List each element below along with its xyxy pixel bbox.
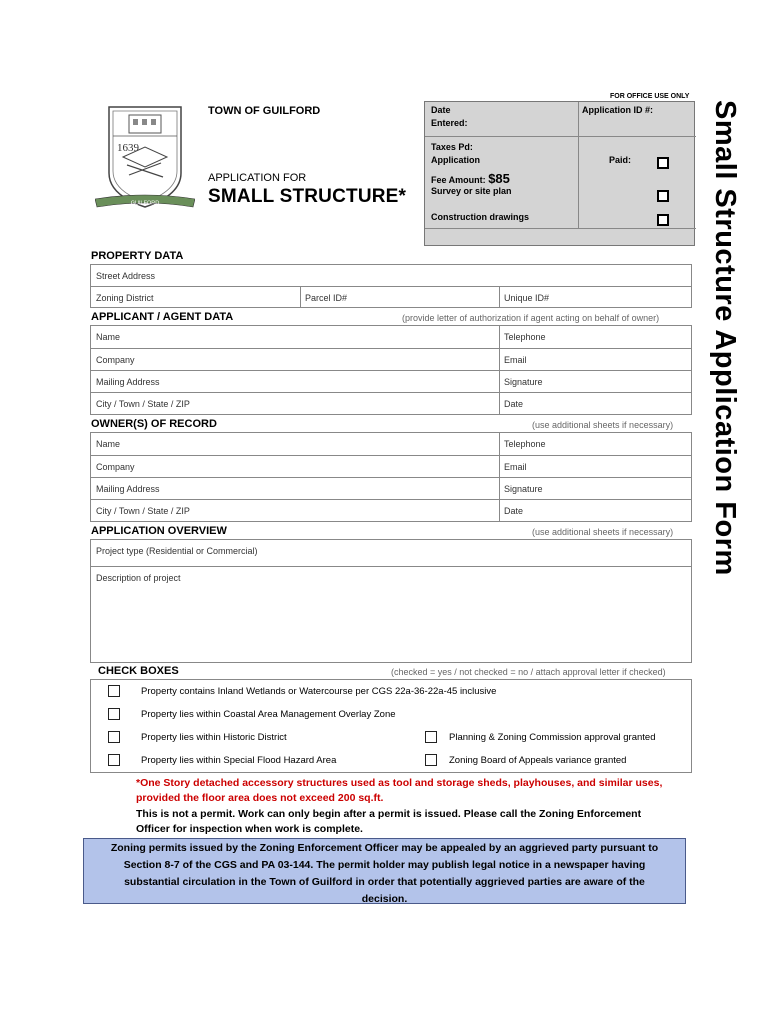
footnote-line-2: provided the floor area does not exceed 200 sq.ft.: [136, 792, 384, 804]
project-type-field[interactable]: Project type (Residential or Commercial): [96, 546, 258, 556]
town-seal-logo: [95, 103, 195, 215]
seal-name: GUILFORD: [130, 200, 160, 207]
office-entered-label: Entered:: [431, 118, 468, 128]
project-description-field[interactable]: Description of project: [96, 573, 181, 583]
property-data-box: [90, 264, 692, 308]
street-address-field[interactable]: Street Address: [96, 271, 156, 281]
construction-label: Construction drawings: [431, 212, 530, 222]
owner-name-field[interactable]: Name: [96, 439, 121, 449]
applicant-date-field[interactable]: Date: [504, 399, 524, 409]
owner-note: (use additional sheets if necessary): [532, 420, 674, 430]
owner-signature-field[interactable]: Signature: [504, 484, 543, 494]
overview-heading: APPLICATION OVERVIEW: [91, 525, 227, 537]
permit-note-line-2: Officer for inspection when work is complete.: [136, 823, 363, 835]
applicant-box: [90, 325, 692, 415]
applicant-heading: APPLICANT / AGENT DATA: [91, 311, 234, 323]
overview-note: (use additional sheets if necessary): [532, 527, 674, 537]
coastal-area-label: Property lies within Coastal Area Management Overlay Zone: [141, 709, 396, 720]
applicant-note: (provide letter of authorization if agent acting on behalf of owner): [402, 313, 660, 323]
applicant-company-field[interactable]: Company: [96, 355, 135, 365]
fee-value: $85: [488, 171, 510, 186]
property-data-heading: PROPERTY DATA: [91, 250, 184, 262]
owner-mailing-field[interactable]: Mailing Address: [96, 484, 160, 494]
zoning-appeals-label: Zoning Board of Appeals variance granted: [449, 755, 627, 766]
coastal-area-checkbox[interactable]: [108, 708, 120, 720]
application-label: Application: [431, 155, 480, 165]
construction-checkbox[interactable]: [657, 214, 669, 226]
permit-note-line-1: This is not a permit. Work can only begin after a permit is issued. Please call the Zoning Enforcement: [136, 808, 642, 820]
applicant-signature-field[interactable]: Signature: [504, 377, 543, 387]
planning-zoning-checkbox[interactable]: [425, 731, 437, 743]
zoning-district-field[interactable]: Zoning District: [96, 293, 154, 303]
flood-hazard-label: Property lies within Special Flood Hazard Area: [141, 755, 337, 766]
office-use-label: FOR OFFICE USE ONLY: [610, 93, 690, 100]
side-title: Small Structure Application Form: [709, 100, 741, 576]
survey-checkbox[interactable]: [657, 190, 669, 202]
application-id-label: Application ID #:: [582, 105, 654, 115]
town-name: TOWN OF GUILFORD: [208, 105, 321, 117]
applicant-city-field[interactable]: City / Town / State / ZIP: [96, 399, 190, 409]
owner-city-field[interactable]: City / Town / State / ZIP: [96, 506, 190, 516]
office-use-box: [424, 101, 695, 246]
application-for-label: APPLICATION FOR: [208, 172, 307, 184]
overview-box: [90, 539, 692, 663]
wetlands-checkbox[interactable]: [108, 685, 120, 697]
zoning-appeals-checkbox[interactable]: [425, 754, 437, 766]
applicant-mailing-field[interactable]: Mailing Address: [96, 377, 160, 387]
fee-amount: Fee Amount: $85: [431, 171, 510, 186]
applicant-email-field[interactable]: Email: [504, 355, 527, 365]
parcel-id-field[interactable]: Parcel ID#: [305, 293, 348, 303]
applicant-telephone-field[interactable]: Telephone: [504, 332, 546, 342]
appeal-line-4: decision.: [361, 893, 408, 905]
check-boxes-note: (checked = yes / not checked = no / attach approval letter if checked): [391, 667, 666, 677]
owner-email-field[interactable]: Email: [504, 462, 527, 472]
seal-year: 1639: [117, 142, 139, 154]
planning-zoning-label: Planning & Zoning Commission approval granted: [449, 732, 656, 743]
appeal-line-2: Section 8-7 of the CGS and PA 03-144. The permit holder may publish legal notice in a newspaper having: [123, 859, 646, 871]
appeal-notice-box: [83, 838, 686, 904]
historic-district-checkbox[interactable]: [108, 731, 120, 743]
appeal-line-3: substantial circulation in the Town of Guilford in order that potentially aggrieved parties are aware of the: [124, 876, 645, 888]
paid-checkbox[interactable]: [657, 157, 669, 169]
form-title: SMALL STRUCTURE*: [208, 186, 407, 207]
flood-hazard-checkbox[interactable]: [108, 754, 120, 766]
owner-box: [90, 432, 692, 522]
paid-label: Paid:: [609, 155, 632, 165]
office-date-label: Date: [431, 105, 451, 115]
unique-id-field[interactable]: Unique ID#: [504, 293, 550, 303]
historic-district-label: Property lies within Historic District: [141, 732, 287, 743]
footnote-line-1: *One Story detached accessory structures used as tool and storage sheds, playhouses, and similar uses,: [136, 777, 663, 789]
owner-date-field[interactable]: Date: [504, 506, 524, 516]
owner-heading: OWNER(S) OF RECORD: [91, 418, 217, 430]
survey-label: Survey or site plan: [431, 186, 512, 196]
owner-company-field[interactable]: Company: [96, 462, 135, 472]
wetlands-label: Property contains Inland Wetlands or Watercourse per CGS 22a-36-22a-45 inclusive: [141, 686, 497, 697]
applicant-name-field[interactable]: Name: [96, 332, 121, 342]
taxes-paid-label: Taxes Pd:: [431, 142, 473, 152]
appeal-line-1: Zoning permits issued by the Zoning Enforcement Officer may be appealed by an aggrieved party pursuant to: [110, 842, 659, 854]
check-boxes-heading: CHECK BOXES: [98, 665, 179, 677]
owner-telephone-field[interactable]: Telephone: [504, 439, 546, 449]
